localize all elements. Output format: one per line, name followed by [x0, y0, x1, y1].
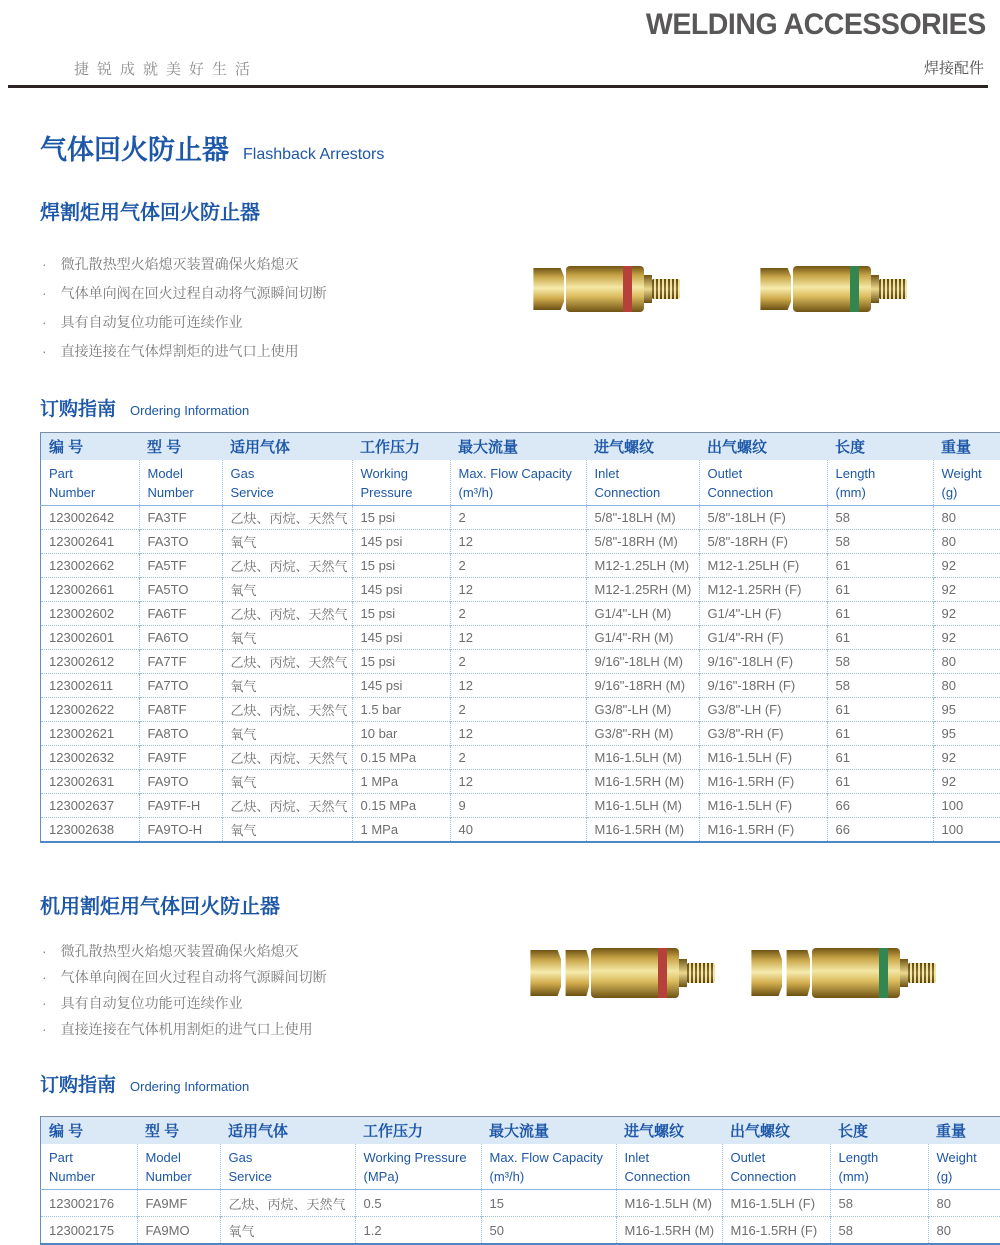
column-header-en: Max. Flow Capacity (m³/h)	[481, 1144, 616, 1190]
table-cell: 9	[450, 794, 586, 818]
table-row	[41, 530, 1000, 554]
table-cell: 61	[827, 722, 933, 746]
table-row	[41, 698, 1000, 722]
column-header-zh: 最大流量	[450, 433, 586, 461]
oxygen-color-band	[850, 266, 859, 312]
column-header-en: Model Number	[139, 460, 222, 506]
table-cell: 145 psi	[352, 626, 450, 650]
table-row	[41, 602, 1000, 626]
table-row	[41, 626, 1000, 650]
column-header-en: Length (mm)	[830, 1144, 928, 1190]
table-cell: 2	[450, 746, 586, 770]
table-cell: FA7TF	[139, 650, 222, 674]
table-cell: 123002632	[41, 746, 140, 770]
column-header-en: Outlet Connection	[699, 460, 827, 506]
swivel-nut	[784, 950, 810, 996]
table-cell: 100	[933, 818, 1000, 843]
feature-bullet: · 具有自动复位功能可连续作业	[42, 308, 327, 337]
table-cell: 123002638	[41, 818, 140, 843]
table-row	[41, 506, 1000, 530]
column-header-zh: 编 号	[41, 433, 140, 461]
ordering-heading-en: Ordering Information	[130, 403, 250, 418]
table-cell: G3/8"-LH (F)	[699, 698, 827, 722]
table-cell: 123002176	[41, 1190, 138, 1217]
table-cell: 0.5	[355, 1190, 481, 1217]
table-cell: 12	[450, 770, 586, 794]
ordering-heading-1	[40, 394, 249, 421]
table-cell: G3/8"-RH (F)	[699, 722, 827, 746]
table-cell: 2	[450, 554, 586, 578]
column-header-en: Inlet Connection	[616, 1144, 722, 1190]
table-cell: FA9TO-H	[139, 818, 222, 843]
collar	[679, 959, 687, 987]
table-cell: 9/16"-18LH (M)	[586, 650, 699, 674]
table-cell: M16-1.5LH (M)	[586, 746, 699, 770]
ordering-heading-2	[40, 1070, 249, 1097]
table-cell: 5/8"-18RH (F)	[699, 530, 827, 554]
table-cell: 80	[933, 650, 1000, 674]
table-cell: M16-1.5RH (F)	[699, 770, 827, 794]
table-cell: 100	[933, 794, 1000, 818]
table-cell: FA9TF-H	[139, 794, 222, 818]
column-header-zh: 重量	[928, 1117, 1000, 1145]
table-cell: 15 psi	[352, 506, 450, 530]
feature-bullet: · 微孔散热型火焰熄灭装置确保火焰熄灭	[42, 250, 327, 279]
fuel-color-band	[623, 266, 632, 312]
table-cell: 95	[933, 698, 1000, 722]
table-cell: M16-1.5LH (M)	[586, 794, 699, 818]
table-cell: M16-1.5RH (M)	[616, 1217, 722, 1245]
table-cell: FA8TF	[139, 698, 222, 722]
hex-nut	[757, 268, 791, 310]
arrestor-body	[566, 266, 644, 312]
table-cell: 123002601	[41, 626, 140, 650]
column-header-zh: 长度	[830, 1117, 928, 1145]
table-cell: 123002662	[41, 554, 140, 578]
table-cell: M16-1.5LH (M)	[616, 1190, 722, 1217]
table-cell: 80	[933, 530, 1000, 554]
product-photo-fuel-arrestor-2	[527, 948, 715, 998]
column-header-en: Weight (g)	[933, 460, 1000, 506]
table-cell: G1/4"-RH (F)	[699, 626, 827, 650]
column-header-en: Part Number	[49, 1150, 96, 1184]
table-cell: 95	[933, 722, 1000, 746]
column-header-en: Outlet Connection	[722, 1144, 830, 1190]
table-cell: 145 psi	[352, 578, 450, 602]
table-cell: 乙炔、丙烷、天然气	[222, 746, 352, 770]
product-photo-oxygen-arrestor-1	[757, 266, 907, 312]
column-header-en: Max. Flow Capacity (m³/h)	[450, 460, 586, 506]
column-header-en: Part Number	[49, 466, 96, 500]
table-row	[41, 1217, 1000, 1245]
column-header-zh: 长度	[827, 433, 933, 461]
ordering-heading-zh: 订购指南	[40, 399, 117, 420]
table-cell: 92	[933, 578, 1000, 602]
table-cell: 15 psi	[352, 650, 450, 674]
table-cell: 61	[827, 578, 933, 602]
product-photo-fuel-arrestor-1	[530, 266, 680, 312]
table-cell: 1.5 bar	[352, 698, 450, 722]
table-cell: 氧气	[220, 1217, 355, 1245]
table-row	[41, 554, 1000, 578]
table-cell: 58	[830, 1190, 928, 1217]
table-cell: FA6TO	[139, 626, 222, 650]
table-cell: FA9TF	[139, 746, 222, 770]
product-photo-oxygen-arrestor-2	[748, 948, 936, 998]
table-cell: 2	[450, 650, 586, 674]
column-header-en: Weight (g)	[928, 1144, 1000, 1190]
table-cell: 61	[827, 554, 933, 578]
table-cell: 123002637	[41, 794, 140, 818]
table-cell: M12-1.25RH (F)	[699, 578, 827, 602]
column-header-en: Working Pressure	[352, 460, 450, 506]
table-row	[41, 722, 1000, 746]
table-cell: 15	[481, 1190, 616, 1217]
table-cell: 9/16"-18LH (F)	[699, 650, 827, 674]
table-cell: 92	[933, 770, 1000, 794]
table-cell: 2	[450, 602, 586, 626]
table-cell: 5/8"-18RH (M)	[586, 530, 699, 554]
table-cell: 123002175	[41, 1217, 138, 1245]
table-cell: 123002661	[41, 578, 140, 602]
table-cell: 9/16"-18RH (F)	[699, 674, 827, 698]
table-cell: M16-1.5RH (M)	[586, 818, 699, 843]
feature-bullet: · 直接连接在气体焊割炬的进气口上使用	[42, 337, 327, 366]
column-header-zh: 进气螺纹	[586, 433, 699, 461]
table-row	[41, 674, 1000, 698]
table-cell: 12	[450, 674, 586, 698]
collar	[900, 959, 908, 987]
table-cell: 乙炔、丙烷、天然气	[222, 506, 352, 530]
table-cell: 50	[481, 1217, 616, 1245]
table-cell: 0.15 MPa	[352, 746, 450, 770]
table-cell: 10 bar	[352, 722, 450, 746]
table-cell: 9/16"-18RH (M)	[586, 674, 699, 698]
ordering-heading-zh: 订购指南	[40, 1075, 117, 1096]
table-cell: 12	[450, 530, 586, 554]
column-header-zh: 出气螺纹	[722, 1117, 830, 1145]
column-header-zh: 重量	[933, 433, 1000, 461]
table-cell: FA9MF	[137, 1190, 220, 1217]
table-cell: FA9TO	[139, 770, 222, 794]
table-cell: 123002622	[41, 698, 140, 722]
table-cell: 氧气	[222, 770, 352, 794]
table-cell: 145 psi	[352, 530, 450, 554]
table-row	[41, 1190, 1000, 1217]
table-cell: 80	[933, 674, 1000, 698]
table-cell: 66	[827, 818, 933, 843]
column-header-zh: 型 号	[137, 1117, 220, 1145]
header-divider	[8, 85, 988, 88]
table-cell: 123002621	[41, 722, 140, 746]
table-cell: M12-1.25RH (M)	[586, 578, 699, 602]
table-cell: 氧气	[222, 626, 352, 650]
table-cell: 1 MPa	[352, 818, 450, 843]
section-title-machine-arrestors: 机用割炬用气体回火防止器	[40, 896, 280, 918]
table-cell: FA8TO	[139, 722, 222, 746]
table-cell: 145 psi	[352, 674, 450, 698]
oxygen-color-band	[879, 948, 888, 998]
feature-bullet: · 微孔散热型火焰熄灭装置确保火焰熄灭	[42, 938, 327, 964]
page-title-zh: 气体回火防止器	[40, 135, 229, 165]
column-header-en: Working Pressure (MPa)	[355, 1144, 481, 1190]
table-cell: 0.15 MPa	[352, 794, 450, 818]
feature-bullet: · 具有自动复位功能可连续作业	[42, 990, 327, 1016]
table-cell: 80	[928, 1190, 1000, 1217]
table-cell: G3/8"-RH (M)	[586, 722, 699, 746]
column-header-en: Gas Service	[220, 1144, 355, 1190]
column-header-en: Model Number	[137, 1144, 220, 1190]
thread-stud	[908, 963, 936, 983]
table-cell: 乙炔、丙烷、天然气	[222, 554, 352, 578]
column-header-zh: 最大流量	[481, 1117, 616, 1145]
ordering-heading-en: Ordering Information	[130, 1079, 250, 1094]
table-cell: 乙炔、丙烷、天然气	[222, 650, 352, 674]
page-header-subtitle: 焊接配件	[923, 60, 984, 77]
section-title-torch-arrestors: 焊割炬用气体回火防止器	[40, 202, 260, 224]
column-header-en: Inlet Connection	[586, 460, 699, 506]
table-cell: FA7TO	[139, 674, 222, 698]
table-cell: 氧气	[222, 578, 352, 602]
table-cell: FA3TF	[139, 506, 222, 530]
table-cell: 61	[827, 698, 933, 722]
feature-bullet: · 气体单向阀在回火过程自动将气源瞬间切断	[42, 279, 327, 308]
column-header-zh: 工作压力	[355, 1117, 481, 1145]
hex-nut	[530, 268, 564, 310]
column-header-zh: 型 号	[139, 433, 222, 461]
table-cell: 58	[827, 530, 933, 554]
column-header-zh: 出气螺纹	[699, 433, 827, 461]
table-cell: 5/8"-18LH (M)	[586, 506, 699, 530]
hex-nut	[527, 950, 561, 996]
table-cell: M16-1.5LH (F)	[699, 746, 827, 770]
feature-bullet: · 直接连接在气体机用割炬的进气口上使用	[42, 1016, 327, 1042]
table-cell: 12	[450, 626, 586, 650]
column-header-zh: 进气螺纹	[616, 1117, 722, 1145]
column-header-zh: 编 号	[41, 1117, 138, 1145]
table-cell: 61	[827, 626, 933, 650]
feature-bullet: · 气体单向阀在回火过程自动将气源瞬间切断	[42, 964, 327, 990]
table-cell: 61	[827, 770, 933, 794]
table-cell: 氧气	[222, 818, 352, 843]
table-cell: 2	[450, 698, 586, 722]
column-header-en: Length (mm)	[827, 460, 933, 506]
table-cell: 乙炔、丙烷、天然气	[222, 602, 352, 626]
table-cell: 80	[928, 1217, 1000, 1245]
table-cell: M12-1.25LH (M)	[586, 554, 699, 578]
thread-stud	[652, 279, 680, 299]
table-cell: 15 psi	[352, 554, 450, 578]
table-row	[41, 770, 1000, 794]
table-cell: FA5TF	[139, 554, 222, 578]
table-cell: M16-1.5RH (M)	[586, 770, 699, 794]
table-cell: 123002631	[41, 770, 140, 794]
table-cell: 氧气	[222, 530, 352, 554]
fuel-color-band	[658, 948, 667, 998]
thread-stud	[687, 963, 715, 983]
table-row	[41, 578, 1000, 602]
table-cell: 40	[450, 818, 586, 843]
table-cell: M16-1.5LH (F)	[722, 1190, 830, 1217]
table-cell: 12	[450, 722, 586, 746]
feature-list-1	[42, 250, 327, 366]
ordering-table-torch	[40, 432, 1000, 843]
table-cell: FA5TO	[139, 578, 222, 602]
table-cell: 1.2	[355, 1217, 481, 1245]
table-cell: 5/8"-18LH (F)	[699, 506, 827, 530]
table-cell: 80	[933, 506, 1000, 530]
table-cell: M16-1.5RH (F)	[699, 818, 827, 843]
table-cell: G1/4"-LH (F)	[699, 602, 827, 626]
collar	[644, 275, 652, 303]
page-title	[40, 128, 384, 167]
column-header-en: Gas Service	[222, 460, 352, 506]
table-cell: 2	[450, 506, 586, 530]
table-cell: 61	[827, 746, 933, 770]
table-cell: 66	[827, 794, 933, 818]
table-cell: 123002611	[41, 674, 140, 698]
table-cell: 92	[933, 746, 1000, 770]
table-cell: 乙炔、丙烷、天然气	[222, 794, 352, 818]
table-cell: 123002602	[41, 602, 140, 626]
table-cell: 92	[933, 626, 1000, 650]
collar	[871, 275, 879, 303]
table-cell: 乙炔、丙烷、天然气	[220, 1190, 355, 1217]
arrestor-body	[591, 948, 679, 998]
table-cell: 58	[827, 674, 933, 698]
table-cell: G1/4"-RH (M)	[586, 626, 699, 650]
table-cell: G3/8"-LH (M)	[586, 698, 699, 722]
table-cell: 12	[450, 578, 586, 602]
table-cell: 58	[827, 650, 933, 674]
table-cell: M12-1.25LH (F)	[699, 554, 827, 578]
table-row	[41, 818, 1000, 843]
ordering-table-machine	[40, 1116, 1000, 1245]
table-cell: 61	[827, 602, 933, 626]
brand-slogan: 捷锐成就美好生活	[74, 61, 259, 78]
table-row	[41, 650, 1000, 674]
column-header-zh: 工作压力	[352, 433, 450, 461]
table-cell: M16-1.5RH (F)	[722, 1217, 830, 1245]
hex-nut	[748, 950, 782, 996]
table-cell: 氧气	[222, 674, 352, 698]
table-cell: 92	[933, 602, 1000, 626]
arrestor-body	[812, 948, 900, 998]
table-cell: 92	[933, 554, 1000, 578]
table-cell: 乙炔、丙烷、天然气	[222, 698, 352, 722]
page-header-title: WELDING ACCESSORIES	[646, 8, 986, 41]
table-cell: 1 MPa	[352, 770, 450, 794]
table-cell: 123002642	[41, 506, 140, 530]
table-row	[41, 794, 1000, 818]
column-header-zh: 适用气体	[220, 1117, 355, 1145]
table-cell: 氧气	[222, 722, 352, 746]
page-title-en: Flashback Arrestors	[243, 146, 385, 163]
arrestor-body	[793, 266, 871, 312]
column-header-zh: 适用气体	[222, 433, 352, 461]
swivel-nut	[563, 950, 589, 996]
table-cell: 123002612	[41, 650, 140, 674]
table-cell: 58	[830, 1217, 928, 1245]
table-cell: FA3TO	[139, 530, 222, 554]
table-cell: 123002641	[41, 530, 140, 554]
table-cell: G1/4"-LH (M)	[586, 602, 699, 626]
thread-stud	[879, 279, 907, 299]
table-cell: FA6TF	[139, 602, 222, 626]
table-cell: M16-1.5LH (F)	[699, 794, 827, 818]
table-row	[41, 746, 1000, 770]
table-cell: 15 psi	[352, 602, 450, 626]
table-cell: 58	[827, 506, 933, 530]
table-cell: FA9MO	[137, 1217, 220, 1245]
feature-list-2	[42, 938, 327, 1042]
